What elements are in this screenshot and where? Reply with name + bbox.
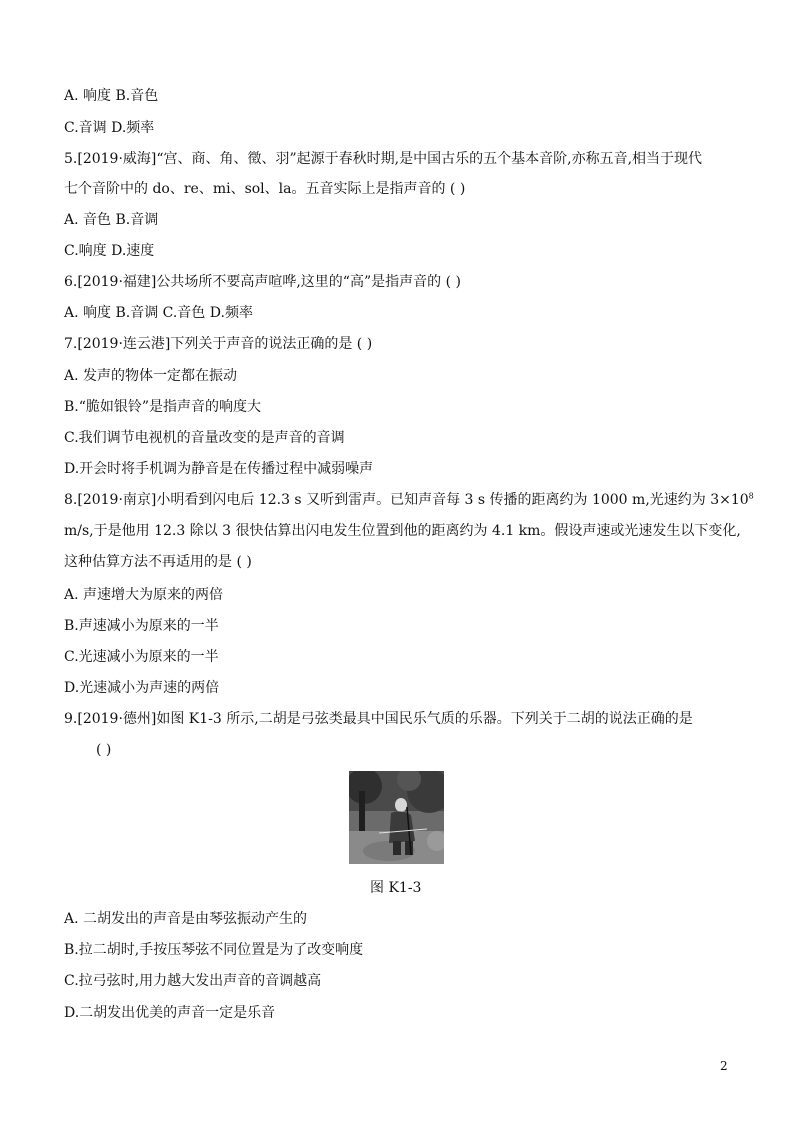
q8-option-d: D.光速减小为声速的两倍 [64, 680, 220, 696]
q7-stem: 7.[2019·连云港]下列关于声音的说法正确的是 ( ) [64, 336, 373, 352]
q5-options-line2: C.响度 D.速度 [64, 243, 155, 259]
q9-stem-line1: 9.[2019·德州]如图 K1-3 所示,二胡是弓弦类最具中国民乐气质的乐器。下列关于二胡的说法正确的是 [64, 711, 693, 727]
q9-option-b: B.拉二胡时,手按压琴弦不同位置是为了改变响度 [64, 942, 364, 958]
q5-stem-line1: 5.[2019·威海]“宫、商、角、徵、羽”起源于春秋时期,是中国古乐的五个基本音阶,亦称五音,相当于现代 [64, 151, 703, 167]
q8-option-c: C.光速减小为原来的一半 [64, 649, 219, 665]
figure-caption: 图 K1-3 [370, 880, 422, 896]
erhu-photo [349, 771, 444, 864]
q4-options-line1: A. 响度 B.音色 [64, 88, 159, 104]
q6-options: A. 响度 B.音调 C.音色 D.频率 [64, 305, 253, 321]
q9-stem-line2: ( ) [96, 742, 112, 758]
q6-stem: 6.[2019·福建]公共场所不要高声喧哗,这里的“高”是指声音的 ( ) [64, 274, 461, 290]
q9-option-c: C.拉弓弦时,用力越大发出声音的音调越高 [64, 973, 322, 989]
q8-exponent: 8 [748, 491, 754, 501]
page-number: 2 [720, 1059, 728, 1073]
q8-stem-line1 [64, 491, 754, 509]
q7-option-c: C.我们调节电视机的音量改变的是声音的音调 [64, 430, 345, 446]
q7-option-a: A. 发声的物体一定都在振动 [64, 368, 238, 384]
q8-stem-line3: 这种估算方法不再适用的是 ( ) [64, 554, 252, 570]
q5-stem-line2: 七个音阶中的 do、re、mi、sol、la。五音实际上是指声音的 ( ) [64, 181, 466, 197]
q9-option-d: D.二胡发出优美的声音一定是乐音 [64, 1005, 276, 1021]
q8-stem-line2: m/s,于是他用 12.3 除以 3 很快估算出闪电发生位置到他的距离约为 4.1 km。假设声速或光速发生以下变化, [64, 523, 741, 539]
q8-option-a: A. 声速增大为原来的两倍 [64, 587, 224, 603]
q7-option-b: B.“脆如银铃”是指声音的响度大 [64, 399, 262, 415]
q5-options-line1: A. 音色 B.音调 [64, 212, 159, 228]
q8-option-b: B.声速减小为原来的一半 [64, 618, 219, 634]
q7-option-d: D.开会时将手机调为静音是在传播过程中减弱噪声 [64, 461, 374, 477]
q4-options-line2: C.音调 D.频率 [64, 120, 155, 136]
q9-option-a: A. 二胡发出的声音是由琴弦振动产生的 [64, 911, 308, 927]
q8-stem-line1-text: 8.[2019·南京]小明看到闪电后 12.3 s 又听到雷声。已知声音每 3 s 传播的距离约为 1000 m,光速约为 3×10 [64, 492, 749, 508]
